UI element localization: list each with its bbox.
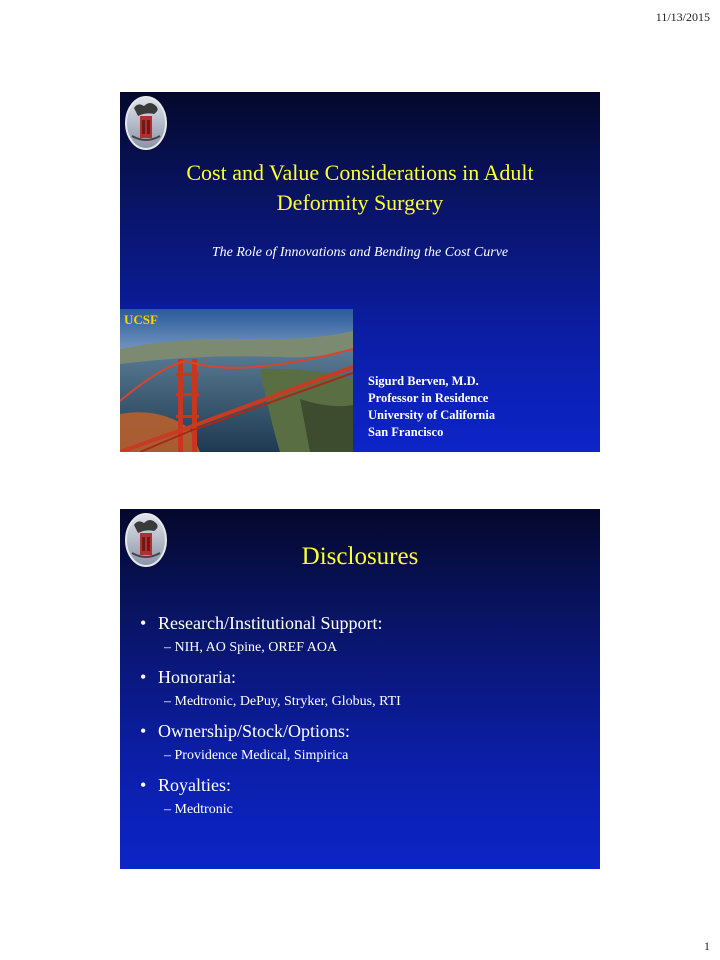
presenter-institution: University of California xyxy=(368,408,496,422)
seal-logo-icon xyxy=(124,94,168,152)
list-item xyxy=(140,666,590,688)
title-slide xyxy=(120,92,600,452)
page-number: 1 xyxy=(704,939,710,953)
bullet-dot: • xyxy=(140,721,147,741)
bullet-detail: – NIH, AO Spine, OREF AOA xyxy=(164,640,338,655)
disclosure-list xyxy=(140,612,590,828)
disclosures-slide xyxy=(120,509,600,869)
slide-subtitle: The Role of Innovations and Bending the Cost Curve xyxy=(211,245,509,260)
bullet-heading: Ownership/Stock/Options: xyxy=(158,721,350,741)
bullet-heading: Honoraria: xyxy=(158,667,236,687)
list-item xyxy=(140,612,590,634)
bullet-heading: Royalties: xyxy=(158,775,231,795)
header-date: 11/13/2015 xyxy=(655,10,710,24)
presenter-city: San Francisco xyxy=(368,425,444,439)
list-item xyxy=(140,774,590,796)
bullet-detail: – Providence Medical, Simpirica xyxy=(164,748,349,763)
list-item xyxy=(140,720,590,742)
bullet-detail: – Medtronic, DePuy, Stryker, Globus, RTI xyxy=(164,694,401,709)
presenter-name: Sigurd Berven, M.D. xyxy=(368,374,479,388)
photo-label: UCSF xyxy=(124,312,158,327)
slide-title: Disclosures xyxy=(301,543,419,570)
bullet-detail: – Medtronic xyxy=(164,802,233,817)
bullet-dot: • xyxy=(140,667,147,687)
golden-gate-bridge-photo xyxy=(120,309,353,452)
bullet-dot: • xyxy=(140,613,147,633)
presenter-info xyxy=(368,373,495,441)
slide-title: Cost and Value Considerations in Adult Deformity Surgery xyxy=(186,160,534,215)
bullet-dot: • xyxy=(140,775,147,795)
presenter-role: Professor in Residence xyxy=(368,391,489,405)
bullet-heading: Research/Institutional Support: xyxy=(158,613,383,633)
